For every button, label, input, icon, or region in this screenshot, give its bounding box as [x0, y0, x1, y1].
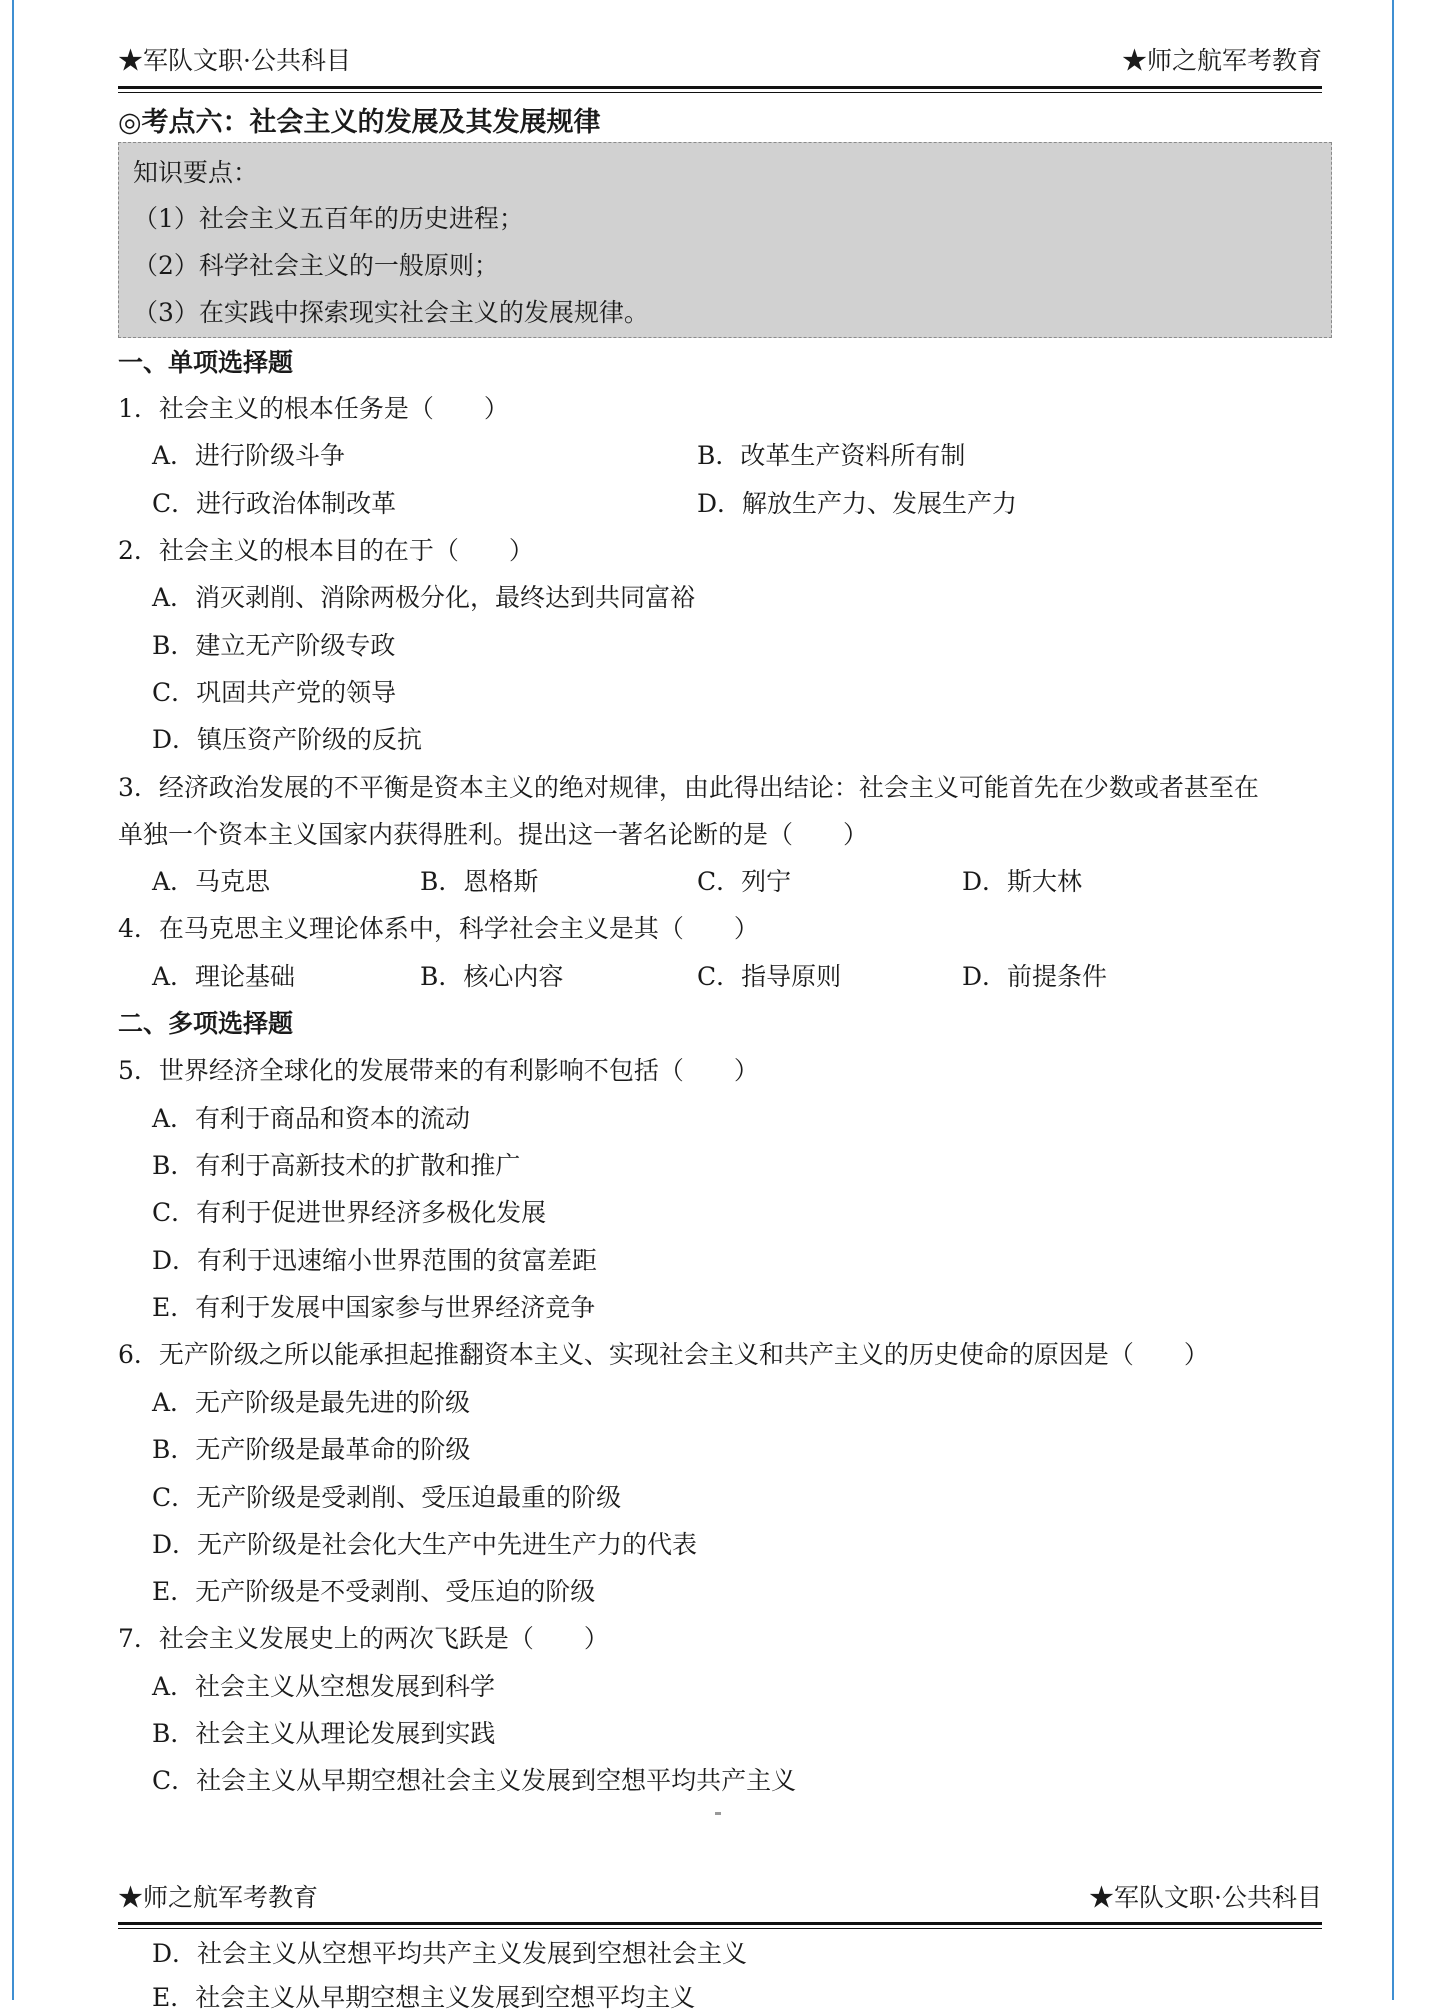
- question-4-option-b: B．核心内容: [420, 962, 564, 991]
- question-1-option-c: C．进行政治体制改革: [152, 489, 397, 518]
- question-1-option-b: B．改革生产资料所有制: [697, 441, 966, 470]
- question-3-stem-line1: 3．经济政治发展的不平衡是资本主义的绝对规律，由此得出结论：社会主义可能首先在少数或者甚至在: [118, 773, 1259, 802]
- question-7-option-d: D．社会主义从空想平均共产主义发展到空想社会主义: [152, 1939, 748, 1968]
- header-rule-thick: [118, 86, 1322, 89]
- knowledge-box: [118, 142, 1332, 338]
- question-6-stem: 6．无产阶级之所以能承担起推翻资本主义、实现社会主义和共产主义的历史使命的原因是（ ）: [118, 1340, 1209, 1369]
- question-4-option-a: A．理论基础: [152, 962, 296, 991]
- question-2-option-b: B．建立无产阶级专政: [152, 631, 396, 660]
- question-6-option-b: B．无产阶级是最革命的阶级: [152, 1435, 471, 1464]
- header-rule-thin: [118, 92, 1322, 93]
- question-3-option-d: D．斯大林: [962, 867, 1083, 896]
- header-left-text: ★军队文职·公共科目: [118, 46, 351, 75]
- knowledge-item: （3）在实践中探索现实社会主义的发展规律。: [133, 298, 649, 327]
- question-3-option-b: B．恩格斯: [420, 867, 539, 896]
- question-3-option-a: A．马克思: [152, 867, 271, 896]
- question-2-stem: 2．社会主义的根本目的在于（ ）: [118, 536, 534, 565]
- question-6-option-c: C．无产阶级是受剥削、受压迫最重的阶级: [152, 1483, 622, 1512]
- part2-heading: 二、多项选择题: [118, 1009, 294, 1038]
- section-title: ◎考点六：社会主义的发展及其发展规律: [118, 107, 601, 138]
- question-4-option-c: C．指导原则: [697, 962, 842, 991]
- next-header-right-text: ★军队文职·公共科目: [1089, 1883, 1322, 1912]
- question-5-stem: 5．世界经济全球化的发展带来的有利影响不包括（ ）: [118, 1056, 759, 1085]
- question-5-option-c: C．有利于促进世界经济多极化发展: [152, 1198, 547, 1227]
- question-3-option-c: C．列宁: [697, 867, 792, 896]
- question-5-option-e: E．有利于发展中国家参与世界经济竞争: [152, 1293, 596, 1322]
- header-right-text: ★师之航军考教育: [1121, 46, 1322, 75]
- question-7-stem: 7．社会主义发展史上的两次飞跃是（ ）: [118, 1624, 609, 1653]
- knowledge-item: （1）社会主义五百年的历史进程；: [133, 204, 524, 233]
- question-5-option-a: A．有利于商品和资本的流动: [152, 1104, 471, 1133]
- question-6-option-a: A．无产阶级是最先进的阶级: [152, 1388, 471, 1417]
- part1-heading: 一、单项选择题: [118, 348, 294, 377]
- question-1-option-a: A．进行阶级斗争: [152, 441, 346, 470]
- question-4-stem: 4．在马克思主义理论体系中，科学社会主义是其（ ）: [118, 914, 759, 943]
- question-7-option-b: B．社会主义从理论发展到实践: [152, 1719, 496, 1748]
- page-border-left: [12, 0, 14, 2000]
- question-4-option-d: D．前提条件: [962, 962, 1108, 991]
- next-header-left-text: ★师之航军考教育: [118, 1883, 319, 1912]
- question-7-option-a: A．社会主义从空想发展到科学: [152, 1672, 496, 1701]
- question-7-option-c: C．社会主义从早期空想社会主义发展到空想平均共产主义: [152, 1766, 797, 1795]
- page-break-mark: [715, 1812, 721, 1815]
- question-5-option-b: B．有利于高新技术的扩散和推广: [152, 1151, 521, 1180]
- next-header-rule-thin: [118, 1928, 1322, 1929]
- page-border-right: [1392, 0, 1394, 2000]
- next-header-rule-thick: [118, 1922, 1322, 1925]
- question-2-option-d: D．镇压资产阶级的反抗: [152, 725, 423, 754]
- question-7-option-e: E．社会主义从早期空想主义发展到空想平均主义: [152, 1983, 696, 2012]
- question-6-option-e: E．无产阶级是不受剥削、受压迫的阶级: [152, 1577, 596, 1606]
- question-5-option-d: D．有利于迅速缩小世界范围的贫富差距: [152, 1246, 598, 1275]
- question-2-option-c: C．巩固共产党的领导: [152, 678, 397, 707]
- question-2-option-a: A．消灭剥削、消除两极分化，最终达到共同富裕: [152, 583, 696, 612]
- question-6-option-d: D．无产阶级是社会化大生产中先进生产力的代表: [152, 1530, 698, 1559]
- question-3-stem-line2: 单独一个资本主义国家内获得胜利。提出这一著名论断的是（ ）: [118, 820, 869, 849]
- question-1-option-d: D．解放生产力、发展生产力: [697, 489, 1018, 518]
- question-1-stem: 1．社会主义的根本任务是（ ）: [118, 394, 509, 423]
- knowledge-title: 知识要点：: [133, 158, 259, 187]
- knowledge-item: （2）科学社会主义的一般原则；: [133, 251, 499, 280]
